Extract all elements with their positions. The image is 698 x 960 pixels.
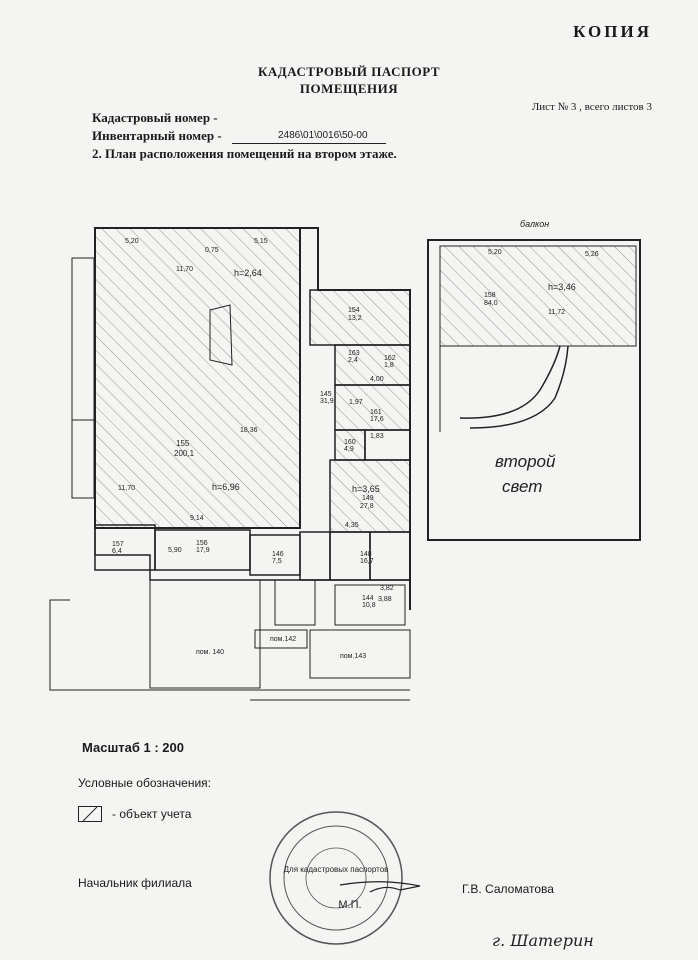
svg-text:11,70: 11,70 [176,266,193,273]
room-160-area: 4,9 [344,446,354,453]
room-154-id: 154 [348,307,360,314]
signer-name: Г.В. Саломатова [462,882,554,896]
cadastral-number-label: Кадастровый номер - [92,110,218,125]
svg-text:18,36: 18,36 [240,427,258,434]
seal [270,812,402,944]
svg-text:9,14: 9,14 [190,515,204,522]
svg-text:3,88: 3,88 [378,596,392,603]
svg-text:5,90: 5,90 [168,547,182,554]
svg-text:4,00: 4,00 [370,376,384,383]
room-155-area: 200,1 [174,449,195,458]
room-162-id: 162 [384,355,396,362]
room-149-area: 27,8 [360,503,374,510]
room-162-area: 1,8 [384,362,394,369]
room-156-area: 17,9 [196,547,210,554]
legend-hatch-sample [78,806,102,822]
room-158-height: h=3,46 [548,282,576,292]
inventory-number-label: Инвентарный номер - [92,128,222,143]
second-light-line1: второй [495,452,556,471]
room-142-label: пом.142 [270,636,297,643]
room-158-area: 84,0 [484,300,498,307]
dim-label: 5,20 [125,238,139,245]
room-160-id: 160 [344,439,356,446]
second-light-line2: свет [502,477,543,496]
room-146-area: 7,5 [272,558,282,565]
plan-title: 2. План расположения помещений на втором этаже. [92,146,397,161]
room-155-id: 155 [176,439,190,448]
balcony-label: балкон [520,219,550,229]
room-155-height: h=6,96 [212,482,240,492]
room-145-area: 31,9 [320,398,334,405]
left-plan [50,228,410,700]
room-144-area: 10,8 [362,602,376,609]
room-157-id: 157 [112,541,124,548]
scale-label: Масштаб 1 : 200 [82,740,184,755]
room-158-id: 158 [484,292,496,299]
seal-mp: М.П. [338,899,362,911]
room-163-id: 163 [348,350,360,357]
svg-text:5,26: 5,26 [585,251,599,258]
svg-text:1,83: 1,83 [370,433,384,440]
room-161-area: 17,6 [370,416,384,423]
room-149-id: 149 [362,495,374,502]
sheet-info: Лист № 3 , всего листов 3 [531,101,652,113]
svg-text:3,82: 3,82 [380,585,394,592]
svg-text:11,70: 11,70 [118,485,135,492]
room-145-id: 145 [320,391,332,398]
copy-stamp: КОПИЯ [573,22,652,41]
room-148-id: 148 [360,551,372,558]
room-157-area: 6,4 [112,548,122,555]
room-154-area: 13,2 [348,315,362,322]
room-161-id: 161 [370,409,382,416]
room-163-area: 2,4 [348,357,358,364]
svg-text:0,75: 0,75 [205,247,219,254]
svg-text:4,35: 4,35 [345,522,359,529]
height-upper: h=2,64 [234,268,262,278]
room-140-label: пом. 140 [196,649,225,656]
room-148-area: 16,7 [360,558,374,565]
signature2: г. Шатерин [492,931,594,950]
seal-text: Для кадастровых паспортов [283,865,389,874]
chief-label: Начальник филиала [78,876,192,890]
room-156-id: 156 [196,540,208,547]
legend-title: Условные обозначения: [78,776,211,790]
room-144-id: 144 [362,595,374,602]
svg-text:11,72: 11,72 [548,309,565,316]
signature-mark [340,882,420,892]
room-146-id: 146 [272,551,284,558]
room-143-label: пом.143 [340,653,367,660]
room-149-height: h=3,65 [352,484,380,494]
svg-text:1,97: 1,97 [349,399,363,406]
document-subtitle: ПОМЕЩЕНИЯ [299,81,399,96]
svg-text:5,20: 5,20 [488,249,502,256]
inventory-number-value: 2486\01\0016\50-00 [278,130,368,141]
svg-text:5,15: 5,15 [254,238,268,245]
document-title: КАДАСТРОВЫЙ ПАСПОРТ [257,64,441,79]
legend-item-label: - объект учета [112,807,192,821]
